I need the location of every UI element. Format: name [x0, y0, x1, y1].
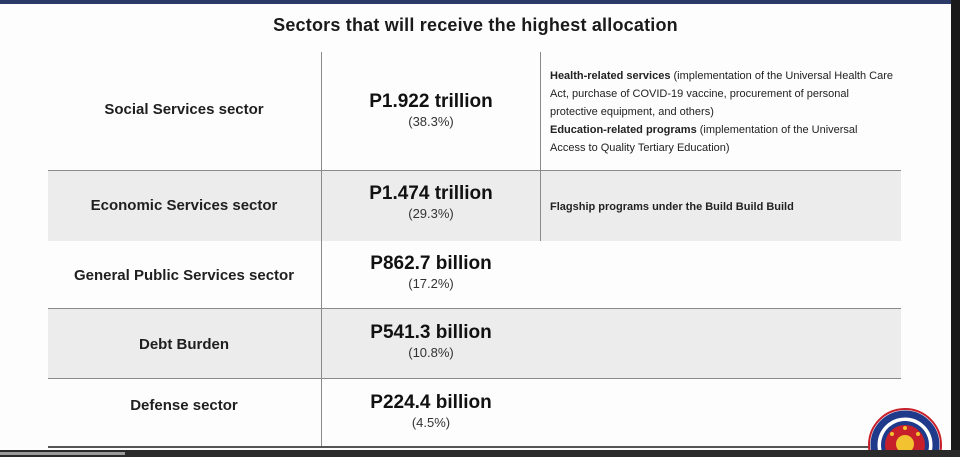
note-heading: Education-related programs	[550, 124, 697, 136]
column-divider	[321, 52, 322, 446]
allocation-percent: (17.2%)	[408, 276, 454, 291]
slide-title: Sectors that will receive the highest allocation	[273, 15, 678, 35]
note-heading: Flagship programs under the Build Build Build	[550, 201, 794, 213]
allocation-amount: P541.3 billion	[370, 322, 492, 343]
allocation-amount: P1.474 trillion	[369, 183, 493, 204]
allocation-cell	[322, 392, 540, 430]
video-progress-fill	[0, 452, 125, 455]
dbm-seal-icon	[868, 408, 942, 450]
allocation-percent: (4.5%)	[411, 415, 451, 430]
allocation-amount: P224.4 billion	[370, 392, 492, 413]
allocation-amount: P1.922 trillion	[369, 91, 493, 112]
allocation-amount: P862.7 billion	[370, 253, 492, 274]
table-row-general-public-services	[48, 241, 901, 309]
sector-name: Social Services sector	[104, 101, 264, 118]
sector-name: Defense sector	[130, 397, 238, 414]
note-heading: Health-related services	[550, 70, 671, 82]
economic-services-notes	[550, 198, 895, 216]
allocation-cell	[322, 91, 540, 129]
social-services-notes	[550, 67, 895, 157]
column-divider	[540, 52, 541, 241]
note-text: (implementation of the Universal Access to Quality Tertiary Education)	[550, 124, 858, 154]
allocation-cell	[322, 183, 540, 221]
allocation-percent: (29.3%)	[408, 206, 454, 221]
table-bottom-border	[48, 446, 901, 448]
table-row-defense	[48, 379, 901, 446]
note-text: (implementation of the Universal Health Care Act, purchase of COVID-19 vaccine, procurement of personal protective equipment, and others)	[550, 70, 893, 118]
table-row-debt-burden	[48, 309, 901, 379]
allocation-cell	[322, 322, 540, 360]
sector-name: Debt Burden	[139, 336, 229, 353]
sector-name: General Public Services sector	[73, 267, 295, 284]
video-progress-bar[interactable]	[0, 450, 960, 457]
allocation-percent: (10.8%)	[408, 345, 454, 360]
allocation-cell	[322, 253, 540, 291]
allocation-percent: (38.3%)	[408, 114, 454, 129]
sector-name: Economic Services sector	[90, 197, 278, 214]
